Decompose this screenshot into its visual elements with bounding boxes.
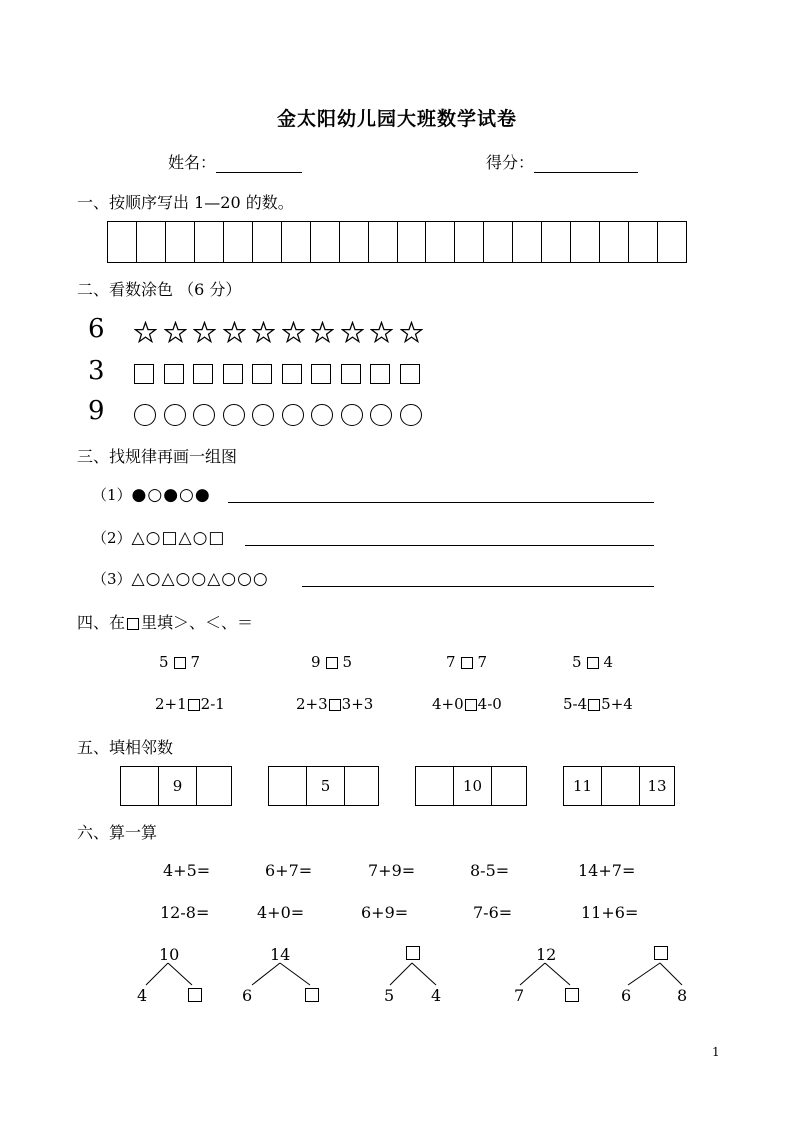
bond-line — [168, 963, 192, 985]
bond-line — [520, 963, 545, 985]
compare-left: 7 — [446, 653, 456, 671]
page-number: 1 — [712, 1045, 720, 1059]
score-label: 得分： — [486, 153, 535, 172]
compare-right: 5 — [342, 653, 353, 671]
bond-line — [628, 963, 660, 985]
calc-problem[interactable]: 4+5= — [163, 861, 211, 880]
color-count-9: 9 — [88, 396, 105, 426]
calc-problem[interactable]: 4+0= — [257, 903, 305, 922]
section2-heading: 二、看数涂色 （6 分） — [77, 280, 242, 299]
compare-right: 4-0 — [477, 695, 502, 713]
compare-right: 4 — [603, 653, 614, 671]
pattern-sequence-2: △○□△○□ — [131, 528, 226, 548]
bond-line — [252, 963, 280, 985]
calc-problem[interactable]: 12-8= — [160, 903, 210, 922]
pattern-label-2: （2） — [92, 529, 132, 547]
section4-heading-prefix: 四、在 — [77, 613, 126, 632]
bond-line — [660, 963, 682, 985]
compare-left: 2+1 — [155, 695, 187, 713]
calc-problem[interactable]: 8-5= — [470, 861, 510, 880]
compare-left: 5-4 — [563, 695, 588, 713]
bond-line — [412, 963, 436, 985]
bond-answer-box[interactable] — [305, 988, 319, 1002]
bond-left: 4 — [137, 986, 148, 1005]
compare-right: 7 — [190, 653, 201, 671]
compare-right: 2-1 — [200, 695, 225, 713]
compare-right: 5+4 — [601, 695, 633, 713]
compare-left: 2+3 — [296, 695, 328, 713]
bond-answer-box[interactable] — [406, 946, 420, 960]
bond-top: 10 — [159, 945, 180, 964]
compare-left: 4+0 — [432, 695, 464, 713]
bond-left: 7 — [514, 986, 525, 1005]
bond-left: 6 — [242, 986, 253, 1005]
neighbor-cell: 11 — [564, 767, 602, 805]
bond-answer-box[interactable] — [188, 988, 202, 1002]
color-count-6: 6 — [88, 314, 105, 344]
bond-line — [280, 963, 310, 985]
bond-answer-box[interactable] — [565, 988, 579, 1002]
pattern-label-1: （1） — [92, 486, 132, 504]
bond-left: 6 — [621, 986, 632, 1005]
bond-right: 4 — [431, 986, 442, 1005]
bond-line — [545, 963, 570, 985]
section6-heading: 六、算一算 — [77, 823, 158, 842]
section3-heading: 三、找规律再画一组图 — [77, 447, 238, 466]
bond-answer-box[interactable] — [654, 946, 668, 960]
neighbor-cell: 10 — [454, 767, 492, 805]
bond-line — [146, 963, 168, 985]
compare-left: 5 — [159, 653, 169, 671]
pattern-sequence-1: ●○●○● — [131, 485, 211, 505]
bond-top: 14 — [270, 945, 291, 964]
compare-left: 5 — [572, 653, 582, 671]
calc-problem[interactable]: 6+9= — [361, 903, 409, 922]
pattern-label-3: （3） — [92, 570, 132, 588]
pattern-sequence-3: △○△○○△○○○ — [131, 569, 269, 589]
compare-right: 7 — [477, 653, 488, 671]
bond-right: 8 — [677, 986, 688, 1005]
calc-problem[interactable]: 7-6= — [473, 903, 513, 922]
calc-problem[interactable]: 14+7= — [578, 861, 636, 880]
bond-top: 12 — [536, 945, 557, 964]
neighbor-cell: 13 — [647, 777, 667, 795]
bond-line — [390, 963, 412, 985]
compare-right: 3+3 — [341, 695, 374, 713]
compare-left: 9 — [311, 653, 321, 671]
page-title: 金太阳幼儿园大班数学试卷 — [276, 108, 517, 130]
name-label: 姓名： — [168, 153, 217, 172]
neighbor-cell: 5 — [307, 767, 345, 805]
calc-problem[interactable]: 11+6= — [581, 903, 639, 922]
bond-left: 5 — [384, 986, 395, 1005]
section4-heading-suffix: 里填＞、＜、＝ — [141, 613, 254, 632]
color-count-3: 3 — [88, 356, 105, 386]
neighbor-cell: 9 — [159, 767, 197, 805]
section5-heading: 五、填相邻数 — [77, 738, 174, 757]
section1-heading: 一、按顺序写出 1—20 的数。 — [77, 193, 294, 212]
calc-problem[interactable]: 7+9= — [368, 861, 416, 880]
calc-problem[interactable]: 6+7= — [265, 861, 313, 880]
